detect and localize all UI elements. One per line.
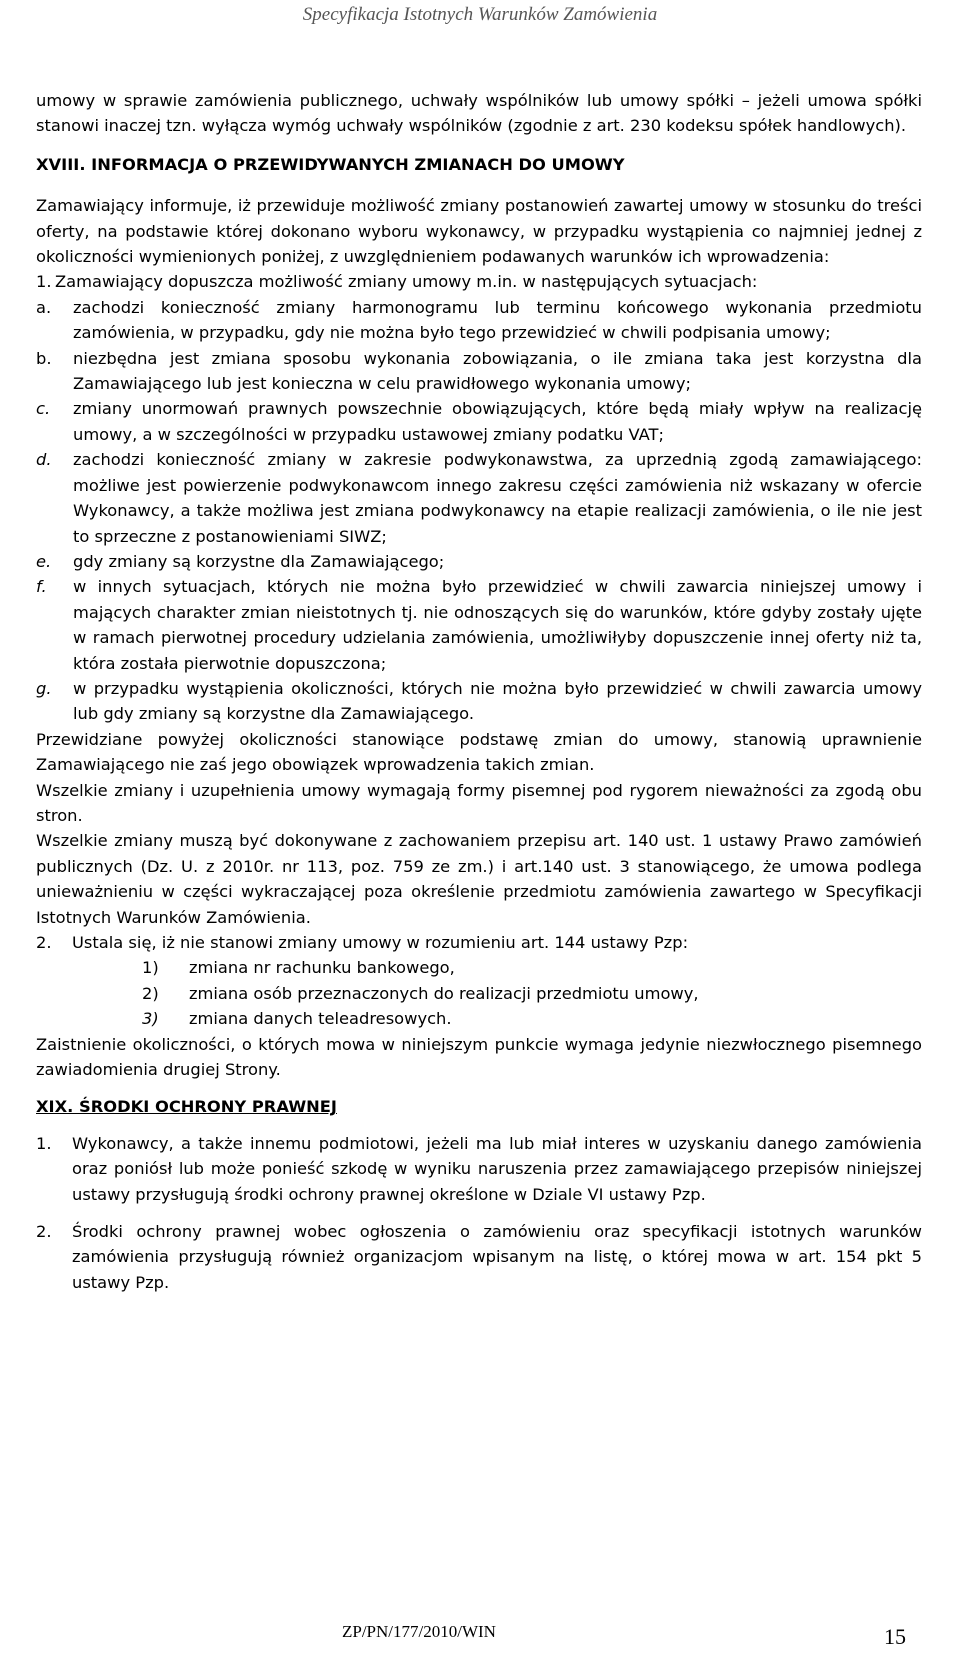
subitem-label: e. xyxy=(36,551,52,571)
paragraph-rights: Przewidziane powyżej okoliczności stanowiące podstawę zmian do umowy, stanowią uprawnienie Zamawiającego nie zaś jego obowiązek wprowadzenia takich zmian. xyxy=(36,729,922,775)
list-number: 2. xyxy=(36,933,52,952)
paragraph-art-140: Wszelkie zmiany muszą być dokonywane z zachowaniem przepisu art. 140 ust. 1 ustawy Prawo zamówień publicznych (Dz. U. z 2010r. nr 113, poz. 759 ze zm.) i art.140 ust. 3 stanowiącego, że umowa podlega unieważnieniu w części wykraczającej poza określenie przedmiotu zamówienia zawartego w Specyfikacji Istotnych Warunków Zamówienia. xyxy=(36,831,922,927)
item-2-sub-2 xyxy=(36,981,922,1006)
item-2-sub-1 xyxy=(36,955,922,980)
list-text: Ustala się, iż nie stanowi zmiany umowy w rozumieniu art. 144 ustawy Pzp: xyxy=(72,933,689,952)
list-text: Środki ochrony prawnej wobec ogłoszenia o zamówieniu oraz specyfikacji istotnych warunków zamówienia przysługują również organizacjom wpisanym na listę, o której mowa w art. 154 pkt 5 ustawy Pzp. xyxy=(72,1222,922,1292)
subitem-text: w innych sytuacjach, których nie można było przewidzieć w chwili zawarcia niniejszej umowy i mających charakter zmian nieistotnych tj. nie odnoszących się do warunków, które gdyby zostały ujęte w ramach pierwotnej procedury udzielania zamówienia, umożliwiłyby dopuszczenie innej oferty niż ta, która została pierwotnie dopuszczona; xyxy=(73,577,922,673)
subitem-text: niezbędna jest zmiana sposobu wykonania zobowiązania, o ile zmiana taka jest korzystna dla Zamawiającego lub jest konieczna w celu prawidłowego wykonania umowy; xyxy=(73,348,922,394)
subitem-label: a. xyxy=(36,297,52,317)
list-number: 1. xyxy=(36,272,52,292)
subitem-label: 1) xyxy=(142,958,159,978)
document-code: ZP/PN/177/2010/WIN xyxy=(342,1622,496,1641)
subitem-text: zmiany unormowań prawnych powszechnie obowiązujących, które będą miały wpływ na realizację umowy, a w szczególności w przypadku ustawowej zmiany podatku VAT; xyxy=(73,399,922,444)
subitem-label: 3) xyxy=(142,1009,159,1029)
subitem-text: w przypadku wystąpienia okoliczności, których nie można było przewidzieć w chwili zawarcia umowy lub gdy zmiany są korzystne dla Zamawiającego. xyxy=(73,678,922,724)
subitem-label: f. xyxy=(36,577,47,597)
subitem-d xyxy=(36,447,922,549)
document-body xyxy=(36,88,922,1295)
section-19-item-2 xyxy=(36,1219,922,1295)
list-item-2 xyxy=(36,930,922,955)
list-item-1 xyxy=(36,269,922,294)
subitem-label: b. xyxy=(36,348,52,368)
list-text: Zamawiający dopuszcza możliwość zmiany umowy m.in. w następujących sytuacjach: xyxy=(55,272,758,292)
paragraph-form: Wszelkie zmiany i uzupełnienia umowy wymagają formy pisemnej pod rygorem nieważności za zgodą obu stron. xyxy=(36,780,922,825)
subitem-text: zmiana danych teleadresowych. xyxy=(189,1009,452,1029)
subitem-text: zachodzi konieczność zmiany harmonogramu lub terminu końcowego wykonania przedmiotu zamówienia, w przypadku, gdy nie można było tego przewidzieć w chwili podpisania umowy; xyxy=(73,297,922,343)
list-number: 2. xyxy=(36,1222,52,1242)
section-19-item-1 xyxy=(36,1131,922,1207)
section-18-intro: Zamawiający informuje, iż przewiduje możliwość zmiany postanowień zawartej umowy w stosunku do treści oferty, na podstawie której dokonano wyboru wykonawcy, w przypadku wystąpienia co najmniej jednej z okoliczności wymienionych poniżej, z uwzględnieniem podawanych warunków ich wprowadzenia: xyxy=(36,196,922,267)
intro-paragraph: umowy w sprawie zamówienia publicznego, uchwały wspólników lub umowy spółki – jeżeli umowa spółki stanowi inaczej tzn. wyłącza wymóg uchwały wspólników (zgodnie z art. 230 kodeksu spółek handlowych). xyxy=(36,91,922,136)
list-text: Wykonawcy, a także innemu podmiotowi, jeżeli ma lub miał interes w uzyskaniu danego zamówienia oraz poniósł lub może ponieść szkodę w wyniku naruszenia przez zamawiającego przepisów niniejszej ustawy przysługują środki ochrony prawnej określone w Dziale VI ustawy Pzp. xyxy=(72,1133,922,1204)
running-header: Specyfikacja Istotnych Warunków Zamówienia xyxy=(302,4,658,25)
subitem-label: d. xyxy=(36,450,52,470)
closing-paragraph: Zaistnienie okoliczności, o których mowa w niniejszym punkcie wymaga jedynie niezwłocznego pisemnego zawiadomienia drugiej Strony. xyxy=(36,1034,922,1080)
subitem-a xyxy=(36,295,922,346)
subitem-label: c. xyxy=(36,399,51,419)
subitem-b xyxy=(36,346,922,397)
subitem-c xyxy=(36,396,922,447)
subitem-f xyxy=(36,574,922,676)
section-19-title: XIX. ŚRODKI OCHRONY PRAWNEJ xyxy=(36,1097,337,1117)
section-18-title: XVIII. INFORMACJA O PRZEWIDYWANYCH ZMIANACH DO UMOWY xyxy=(36,154,625,174)
subitem-e xyxy=(36,549,922,574)
page-number: 15 xyxy=(884,1624,906,1649)
list-number: 1. xyxy=(36,1133,52,1153)
subitem-text: zmiana nr rachunku bankowego, xyxy=(189,958,455,978)
subitem-text: zmiana osób przeznaczonych do realizacji przedmiotu umowy, xyxy=(189,983,699,1003)
subitem-label: g. xyxy=(36,678,52,698)
subitem-g xyxy=(36,676,922,727)
subitem-text: zachodzi konieczność zmiany w zakresie podwykonawstwa, za uprzednią zgodą zamawiającego: możliwe jest powierzenie podwykonawcom innego zakresu części zamówienia niż wskazany w ofercie Wykonawcy, a także możliwa jest zmiana podwykonawcy na etapie realizacji zamówienia, o ile nie jest to sprzeczne z postanowieniami SIWZ; xyxy=(73,450,922,546)
item-2-sub-3 xyxy=(36,1006,922,1031)
subitem-label: 2) xyxy=(142,983,159,1003)
subitem-text: gdy zmiany są korzystne dla Zamawiającego; xyxy=(73,551,445,571)
